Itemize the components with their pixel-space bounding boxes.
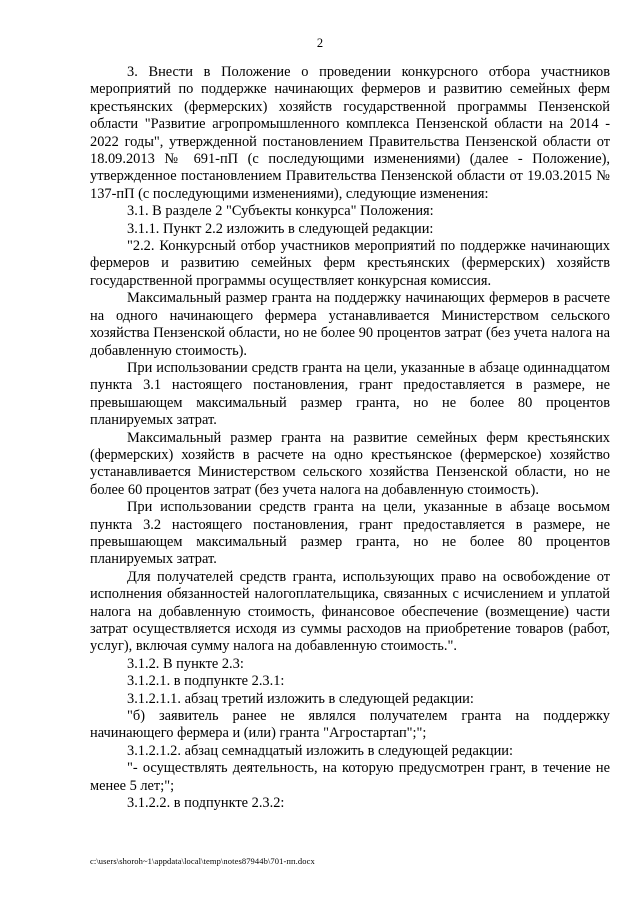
paragraph: Максимальный размер гранта на поддержку начинающих фермеров в расчете на одного начинающего фермера устанавливается Министерством сельского хозяйства Пензенской области, но не более 90 процентов затрат (без учета налога на добавленную стоимость).	[90, 290, 610, 359]
paragraph: 3.1. В разделе 2 "Субъекты конкурса" Положения:	[127, 203, 434, 220]
paragraph: "2.2. Конкурсный отбор участников мероприятий по поддержке начинающих фермеров и развитию семейных ферм крестьянских (фермерских) хозяйств государственной программы осуществляет конкурсная комиссия.	[90, 238, 610, 289]
paragraph: 3.1.2.2. в подпункте 2.3.2:	[127, 795, 285, 812]
paragraph: 3.1.2. В пункте 2.3:	[127, 655, 244, 672]
paragraph: 3.1.2.1.1. абзац третий изложить в следующей редакции:	[127, 690, 474, 707]
paragraph: Максимальный размер гранта на развитие семейных ферм крестьянских (фермерских) хозяйств в расчете на одно крестьянское (фермерское) хозяйство устанавливается Министерством сельского хозяйства Пензенской области, но не более 60 процентов затрат (без учета налога на добавленную стоимость).	[90, 429, 610, 498]
paragraph: 3. Внести в Положение о проведении конкурсного отбора участников мероприятий по поддержке начинающих фермеров и развитию семейных ферм крестьянских (фермерских) хозяйств государственной программы Пензенской области "Развитие агропромышленного комплекса Пензенской области на 2014 - 2022 годы", утвержденной постановлением Правительства Пензенской области от 18.09.2013 № 691-пП (с последующими изменениями) (далее - Положение), утвержденное постановлением Правительства Пензенской области от 19.03.2015 № 137-пП (с последующими изменениями), следующие изменения:	[90, 64, 610, 202]
paragraph: При использовании средств гранта на цели, указанные в абзаце восьмом пункта 3.2 настоящего постановления, грант предоставляется в размере, не превышающем максимальный размер гранта, но не более 80 процентов планируемых затрат.	[90, 499, 610, 568]
document-body	[90, 64, 610, 812]
paragraph: "- осуществлять деятельность, на которую предусмотрен грант, в течение не менее 5 лет;";	[90, 760, 610, 794]
file-path-footer: c:\users\shoroh~1\appdata\local\temp\notes87944b\701-пп.docx	[90, 856, 315, 866]
paragraph: 3.1.1. Пункт 2.2 изложить в следующей редакции:	[127, 220, 434, 237]
paragraph: 3.1.2.1.2. абзац семнадцатый изложить в следующей редакции:	[127, 742, 513, 759]
paragraph: Для получателей средств гранта, использующих право на освобождение от исполнения обязанностей налогоплательщика, связанных с исчислением и уплатой налога на добавленную стоимость, финансовое обеспечение (возмещение) части затрат осуществляется исходя из суммы расходов на приобретение товаров (работ, услуг), включая сумму налога на добавленную стоимость.".	[90, 568, 610, 655]
paragraph: При использовании средств гранта на цели, указанные в абзаце одиннадцатом пункта 3.1 настоящего постановления, грант предоставляется в размере, не превышающем максимальный размер гранта, но не более 80 процентов планируемых затрат.	[90, 359, 610, 429]
paragraph: "б) заявитель ранее не являлся получателем гранта на поддержку начинающего фермера и (или) гранта "Агростартап";";	[90, 708, 610, 742]
paragraph: 3.1.2.1. в подпункте 2.3.1:	[127, 673, 285, 690]
page-number: 2	[316, 36, 324, 50]
